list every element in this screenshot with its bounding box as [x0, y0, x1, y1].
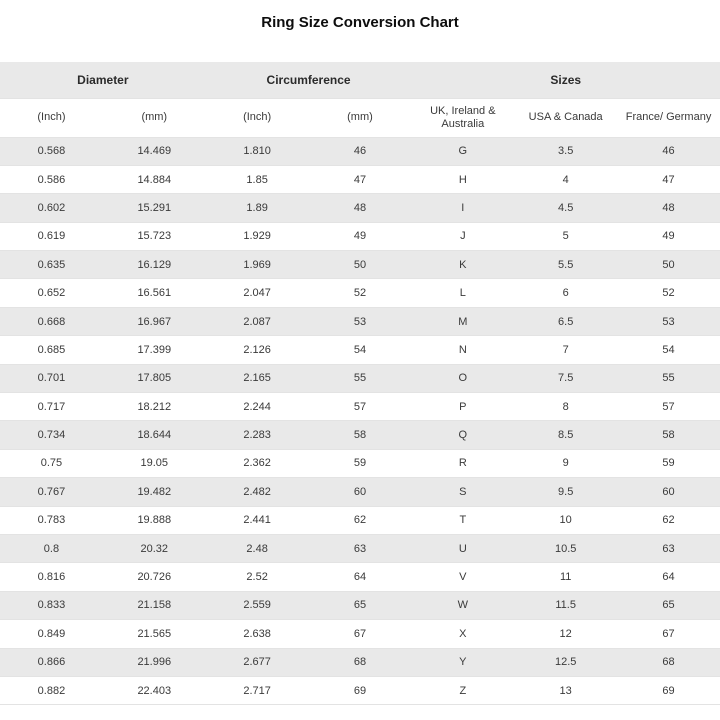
- table-row: [0, 279, 720, 307]
- table-cell: 0.602: [0, 194, 103, 222]
- group-header-diameter: Diameter: [0, 62, 206, 98]
- table-cell: 47: [617, 165, 720, 193]
- table-row: [0, 336, 720, 364]
- table-cell: 11.5: [514, 591, 617, 619]
- table-cell: 0.717: [0, 393, 103, 421]
- table-cell: 19.482: [103, 478, 206, 506]
- table-cell: 0.635: [0, 251, 103, 279]
- table-cell: 2.717: [206, 676, 309, 704]
- table-cell: 53: [309, 307, 412, 335]
- table-cell: 12: [514, 620, 617, 648]
- table-cell: 2.126: [206, 336, 309, 364]
- table-cell: 64: [617, 563, 720, 591]
- table-cell: 47: [309, 165, 412, 193]
- table-cell: 69: [309, 676, 412, 704]
- table-cell: 9: [514, 449, 617, 477]
- table-cell: M: [411, 307, 514, 335]
- table-cell: 20.726: [103, 563, 206, 591]
- table-cell: 65: [309, 591, 412, 619]
- table-cell: 46: [617, 137, 720, 165]
- table-cell: O: [411, 364, 514, 392]
- table-cell: 48: [617, 194, 720, 222]
- table-cell: 2.559: [206, 591, 309, 619]
- table-cell: T: [411, 506, 514, 534]
- table-cell: 63: [309, 534, 412, 562]
- table-cell: 18.644: [103, 421, 206, 449]
- table-cell: 53: [617, 307, 720, 335]
- table-cell: 57: [617, 393, 720, 421]
- table-cell: 50: [309, 251, 412, 279]
- table-cell: 21.158: [103, 591, 206, 619]
- table-cell: U: [411, 534, 514, 562]
- table-cell: 67: [309, 620, 412, 648]
- table-cell: 69: [617, 676, 720, 704]
- table-cell: 1.929: [206, 222, 309, 250]
- table-cell: 0.586: [0, 165, 103, 193]
- table-row: [0, 620, 720, 648]
- table-cell: 57: [309, 393, 412, 421]
- table-cell: 2.047: [206, 279, 309, 307]
- table-cell: 17.805: [103, 364, 206, 392]
- table-cell: 2.677: [206, 648, 309, 676]
- table-cell: 2.165: [206, 364, 309, 392]
- table-cell: 0.767: [0, 478, 103, 506]
- table-cell: 54: [309, 336, 412, 364]
- table-cell: 0.701: [0, 364, 103, 392]
- table-cell: 14.469: [103, 137, 206, 165]
- table-cell: 0.816: [0, 563, 103, 591]
- table-cell: 7: [514, 336, 617, 364]
- table-cell: 55: [617, 364, 720, 392]
- table-cell: 21.996: [103, 648, 206, 676]
- table-cell: 17.399: [103, 336, 206, 364]
- table-cell: 5.5: [514, 251, 617, 279]
- table-cell: 1.969: [206, 251, 309, 279]
- table-cell: 60: [617, 478, 720, 506]
- table-cell: 2.087: [206, 307, 309, 335]
- table-cell: 59: [617, 449, 720, 477]
- table-cell: N: [411, 336, 514, 364]
- group-header-sizes: Sizes: [411, 62, 720, 98]
- column-header: France/ Germany: [617, 98, 720, 137]
- table-header: [0, 62, 720, 137]
- column-header: (mm): [309, 98, 412, 137]
- table-cell: 2.244: [206, 393, 309, 421]
- table-cell: 64: [309, 563, 412, 591]
- table-cell: 0.866: [0, 648, 103, 676]
- table-cell: 10: [514, 506, 617, 534]
- table-cell: 16.129: [103, 251, 206, 279]
- table-cell: 62: [309, 506, 412, 534]
- table-row: [0, 137, 720, 165]
- table-cell: 68: [309, 648, 412, 676]
- table-cell: 58: [309, 421, 412, 449]
- table-cell: 48: [309, 194, 412, 222]
- table-cell: 4.5: [514, 194, 617, 222]
- table-cell: 0.849: [0, 620, 103, 648]
- table-cell: L: [411, 279, 514, 307]
- column-header: UK, Ireland & Australia: [411, 98, 514, 137]
- table-cell: 7.5: [514, 364, 617, 392]
- table-row: [0, 165, 720, 193]
- table-cell: 52: [617, 279, 720, 307]
- table-cell: 50: [617, 251, 720, 279]
- table-row: [0, 676, 720, 704]
- table-cell: 1.85: [206, 165, 309, 193]
- table-row: [0, 393, 720, 421]
- table-cell: 0.8: [0, 534, 103, 562]
- table-cell: 60: [309, 478, 412, 506]
- table-cell: 0.685: [0, 336, 103, 364]
- column-header: (Inch): [206, 98, 309, 137]
- table-cell: 15.723: [103, 222, 206, 250]
- table-cell: 8: [514, 393, 617, 421]
- column-header-row: [0, 98, 720, 137]
- table-row: [0, 421, 720, 449]
- table-row: [0, 506, 720, 534]
- table-cell: X: [411, 620, 514, 648]
- table-cell: 3.5: [514, 137, 617, 165]
- table-cell: 68: [617, 648, 720, 676]
- column-header: (mm): [103, 98, 206, 137]
- table-cell: Y: [411, 648, 514, 676]
- table-row: [0, 449, 720, 477]
- table-cell: 12.5: [514, 648, 617, 676]
- column-header: USA & Canada: [514, 98, 617, 137]
- table-cell: 0.652: [0, 279, 103, 307]
- table-cell: 0.734: [0, 421, 103, 449]
- table-cell: 11: [514, 563, 617, 591]
- table-row: [0, 364, 720, 392]
- table-cell: 2.638: [206, 620, 309, 648]
- table-cell: 54: [617, 336, 720, 364]
- table-cell: S: [411, 478, 514, 506]
- table-cell: 2.362: [206, 449, 309, 477]
- table-cell: 63: [617, 534, 720, 562]
- table-row: [0, 648, 720, 676]
- table-cell: 65: [617, 591, 720, 619]
- table-cell: 0.75: [0, 449, 103, 477]
- table-cell: J: [411, 222, 514, 250]
- table-cell: 59: [309, 449, 412, 477]
- table-cell: 62: [617, 506, 720, 534]
- table-cell: 4: [514, 165, 617, 193]
- table-row: [0, 222, 720, 250]
- table-cell: 0.833: [0, 591, 103, 619]
- table-cell: 2.283: [206, 421, 309, 449]
- table-row: [0, 307, 720, 335]
- table-cell: 22.403: [103, 676, 206, 704]
- table-cell: 20.32: [103, 534, 206, 562]
- table-cell: I: [411, 194, 514, 222]
- table-cell: 8.5: [514, 421, 617, 449]
- table-row: [0, 591, 720, 619]
- table-cell: 18.212: [103, 393, 206, 421]
- table-cell: R: [411, 449, 514, 477]
- table-cell: 46: [309, 137, 412, 165]
- table-cell: V: [411, 563, 514, 591]
- table-cell: 2.52: [206, 563, 309, 591]
- table-cell: 1.89: [206, 194, 309, 222]
- table-row: [0, 251, 720, 279]
- table-cell: 0.568: [0, 137, 103, 165]
- table-cell: 15.291: [103, 194, 206, 222]
- table-cell: 58: [617, 421, 720, 449]
- table-cell: K: [411, 251, 514, 279]
- table-cell: 10.5: [514, 534, 617, 562]
- table-cell: 0.882: [0, 676, 103, 704]
- table-cell: 6.5: [514, 307, 617, 335]
- table-cell: 0.668: [0, 307, 103, 335]
- table-cell: 67: [617, 620, 720, 648]
- table-cell: 0.619: [0, 222, 103, 250]
- table-row: [0, 478, 720, 506]
- group-header-row: [0, 62, 720, 98]
- table-cell: 55: [309, 364, 412, 392]
- table-cell: 49: [617, 222, 720, 250]
- table-cell: H: [411, 165, 514, 193]
- table-cell: 49: [309, 222, 412, 250]
- table-cell: 19.05: [103, 449, 206, 477]
- table-cell: P: [411, 393, 514, 421]
- table-cell: 0.783: [0, 506, 103, 534]
- group-header-circumference: Circumference: [206, 62, 412, 98]
- table-cell: 2.48: [206, 534, 309, 562]
- table-cell: 2.482: [206, 478, 309, 506]
- table-cell: 16.561: [103, 279, 206, 307]
- table-cell: G: [411, 137, 514, 165]
- table-cell: 16.967: [103, 307, 206, 335]
- table-cell: 19.888: [103, 506, 206, 534]
- table-cell: 9.5: [514, 478, 617, 506]
- table-row: [0, 194, 720, 222]
- table-cell: 13: [514, 676, 617, 704]
- column-header: (Inch): [0, 98, 103, 137]
- table-row: [0, 563, 720, 591]
- table-cell: 6: [514, 279, 617, 307]
- table-cell: Q: [411, 421, 514, 449]
- table-cell: W: [411, 591, 514, 619]
- table-cell: 21.565: [103, 620, 206, 648]
- ring-size-conversion-table: [0, 62, 720, 705]
- table-cell: 1.810: [206, 137, 309, 165]
- table-cell: Z: [411, 676, 514, 704]
- table-cell: 5: [514, 222, 617, 250]
- table-cell: 2.441: [206, 506, 309, 534]
- table-body: [0, 137, 720, 705]
- table-row: [0, 534, 720, 562]
- table-cell: 52: [309, 279, 412, 307]
- page-title: Ring Size Conversion Chart: [261, 14, 459, 31]
- table-cell: 14.884: [103, 165, 206, 193]
